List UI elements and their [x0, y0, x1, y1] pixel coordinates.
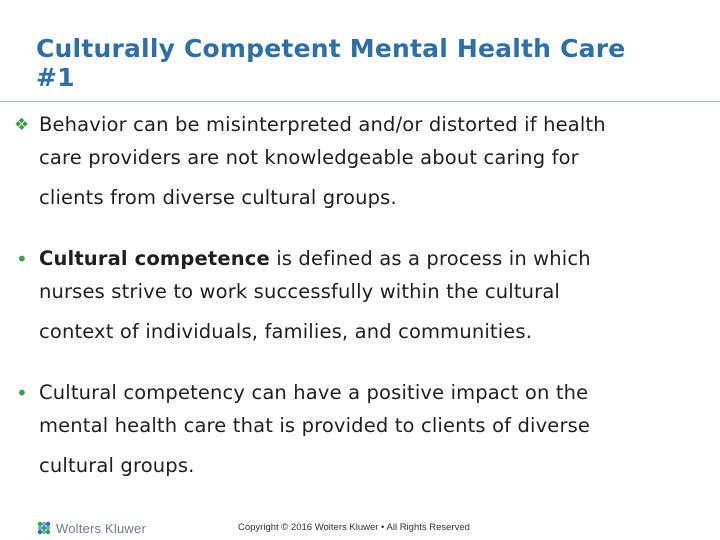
bullet-item-2	[14, 246, 704, 351]
dot-bullet-icon: •	[16, 247, 28, 271]
bullet-line: clients from diverse cultural groups.	[39, 185, 397, 209]
bullet-line	[39, 246, 704, 272]
title-divider	[0, 101, 720, 102]
bullet-line: care providers are not knowledgeable about caring for	[39, 146, 579, 169]
slide-title	[36, 34, 696, 92]
bullet-line: Cultural competency can have a positive impact on the	[39, 381, 589, 404]
bullet-item-1	[14, 112, 704, 217]
bullet-text	[39, 112, 704, 217]
wolters-kluwer-logo-icon	[36, 520, 52, 536]
dot-bullet-icon: •	[16, 381, 28, 405]
slide-title-line-2: #1	[36, 63, 75, 92]
logo-wordmark: Wolters Kluwer	[56, 520, 146, 536]
bullet-item-3	[14, 380, 704, 485]
wolters-kluwer-logo	[36, 519, 146, 537]
bullet-line: Behavior can be misinterpreted and/or distorted if health	[39, 113, 606, 136]
bullet-line: context of individuals, families, and communities.	[39, 319, 533, 343]
bullet-line: mental health care that is provided to clients of diverse	[39, 414, 591, 437]
slide-title-line-1: Culturally Competent Mental Health Care	[36, 34, 626, 63]
bullet-line: nurses strive to work successfully within the cultural	[39, 280, 560, 303]
checkmark-bullet-icon: ❖	[14, 115, 30, 135]
bullet-line: cultural groups.	[39, 453, 195, 477]
bold-term: Cultural competence	[39, 247, 270, 270]
bullet-line-rest: is defined as a process in which	[269, 247, 591, 270]
bullet-text	[39, 246, 704, 351]
bullet-text	[39, 380, 704, 485]
copyright-notice: Copyright © 2016 Wolters Kluwer • All Rights Reserved	[238, 522, 470, 533]
